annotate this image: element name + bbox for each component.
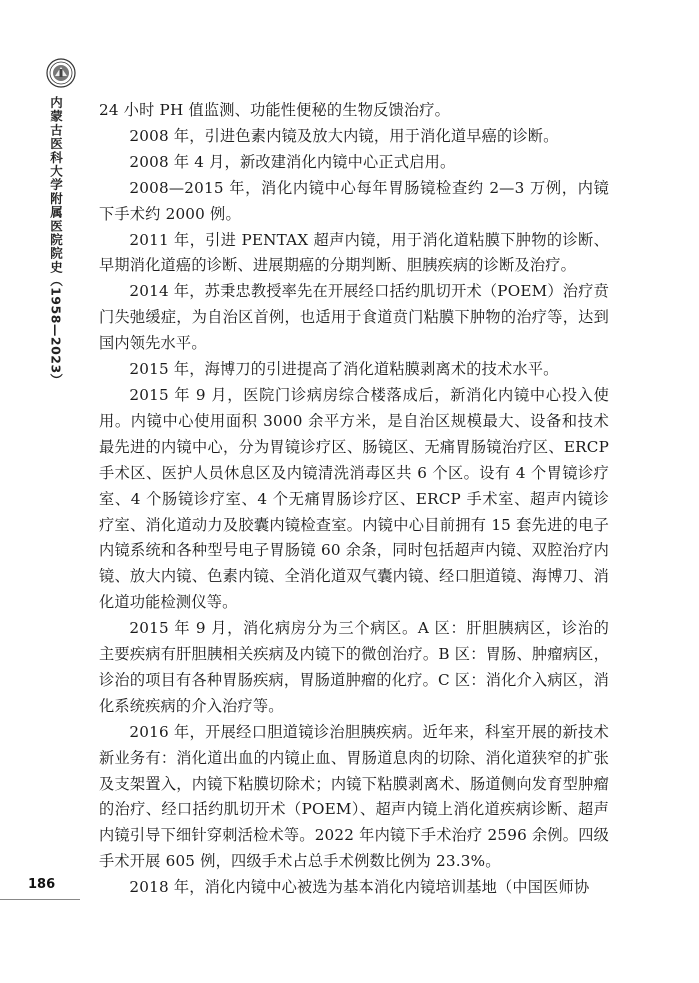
paragraph: 2015 年 9 月，消化病房分为三个病区。A 区：肝胆胰病区，诊治的主要疾病有肝胆胰相关疾病及内镜下的微创治疗。B 区：胃肠、肿瘤病区，诊治的项目有各种胃肠疾病，胃肠道肿瘤的化疗。C 区：消化介入病区，消化系统疾病的介入治疗等。 [99,619,609,715]
paragraph: 24 小时 PH 值监测、功能性便秘的生物反馈治疗。 [99,101,451,119]
paragraph: 2016 年，开展经口胆道镜诊治胆胰疾病。近年来，科室开展的新技术新业务有：消化道出血的内镜止血、胃肠道息肉的切除、消化道狭窄的扩张及支架置入，内镜下粘膜切除术；内镜下粘膜剥离术、肠道侧向发育型肿瘤的治疗、经口括约肌切开术（POEM）、超声内镜上消化道疾病诊断、超声内镜引导下细针穿刺活检术等。2022 年内镜下手术治疗 2596 余例。四级手术开展 605 例，四级手术占总手术例数比例为 23.3%。 [99,722,609,871]
running-book-title [49,96,62,387]
footer-divider [0,899,80,900]
paragraph: 2014 年，苏秉忠教授率先在开展经口括约肌切开术（POEM）治疗贲门失弛缓症，为自治区首例，也适用于食道贲门粘膜下肿物的治疗等，达到国内领先水平。 [99,282,609,353]
paragraph: 2015 年，海博刀的引进提高了消化道粘膜剥离术的技术水平。 [129,360,559,379]
paragraph: 2018 年，消化内镜中心被选为基本消化内镜培训基地（中国医师协 [129,878,590,897]
body-text [99,98,609,901]
paragraph: 2011 年，引进 PENTAX 超声内镜，用于消化道粘膜下肿物的诊断、早期消化道癌的诊断、进展期癌的分期判断、胆胰疾病的诊断及治疗。 [99,230,609,275]
page-number: 186 [28,877,56,892]
hospital-emblem-icon [46,58,76,88]
book-title: 内蒙古医科大学附属医院院史 [48,96,64,275]
page-margin [0,0,84,983]
paragraph: 2015 年 9 月，医院门诊病房综合楼落成后，新消化内镜中心投入使用。内镜中心使用面积 3000 余平方米，是自治区规模最大、设备和技术最先进的内镜中心，分为胃镜诊疗区、肠镜区、无痛胃肠镜治疗区、ERCP 手术区、医护人员休息区及内镜清洗消毒区共 6 个区。设有 4 个胃镜诊疗室、4 个肠镜诊疗室、4 个无痛胃肠诊疗区、ERCP 手术室、超声内镜诊疗室、消化道动力及胶囊内镜检查室。内镜中心目前拥有 15 套先进的电子内镜系统和各种型号电子胃肠镜 60 余条，同时包括超声内镜、双腔治疗内镜、放大内镜、色素内镜、全消化道双气囊内镜、经口胆道镜、海博刀、消化道功能检测仪等。 [99,385,609,612]
paragraph: 2008 年 4 月，新改建消化内镜中心正式启用。 [129,152,456,171]
book-years: （1958—2023） [48,274,64,387]
paragraph: 2008—2015 年，消化内镜中心每年胃肠镜检查约 2—3 万例，内镜下手术约 2000 例。 [99,178,609,223]
paragraph: 2008 年，引进色素内镜及放大内镜，用于消化道早癌的诊断。 [129,126,559,145]
